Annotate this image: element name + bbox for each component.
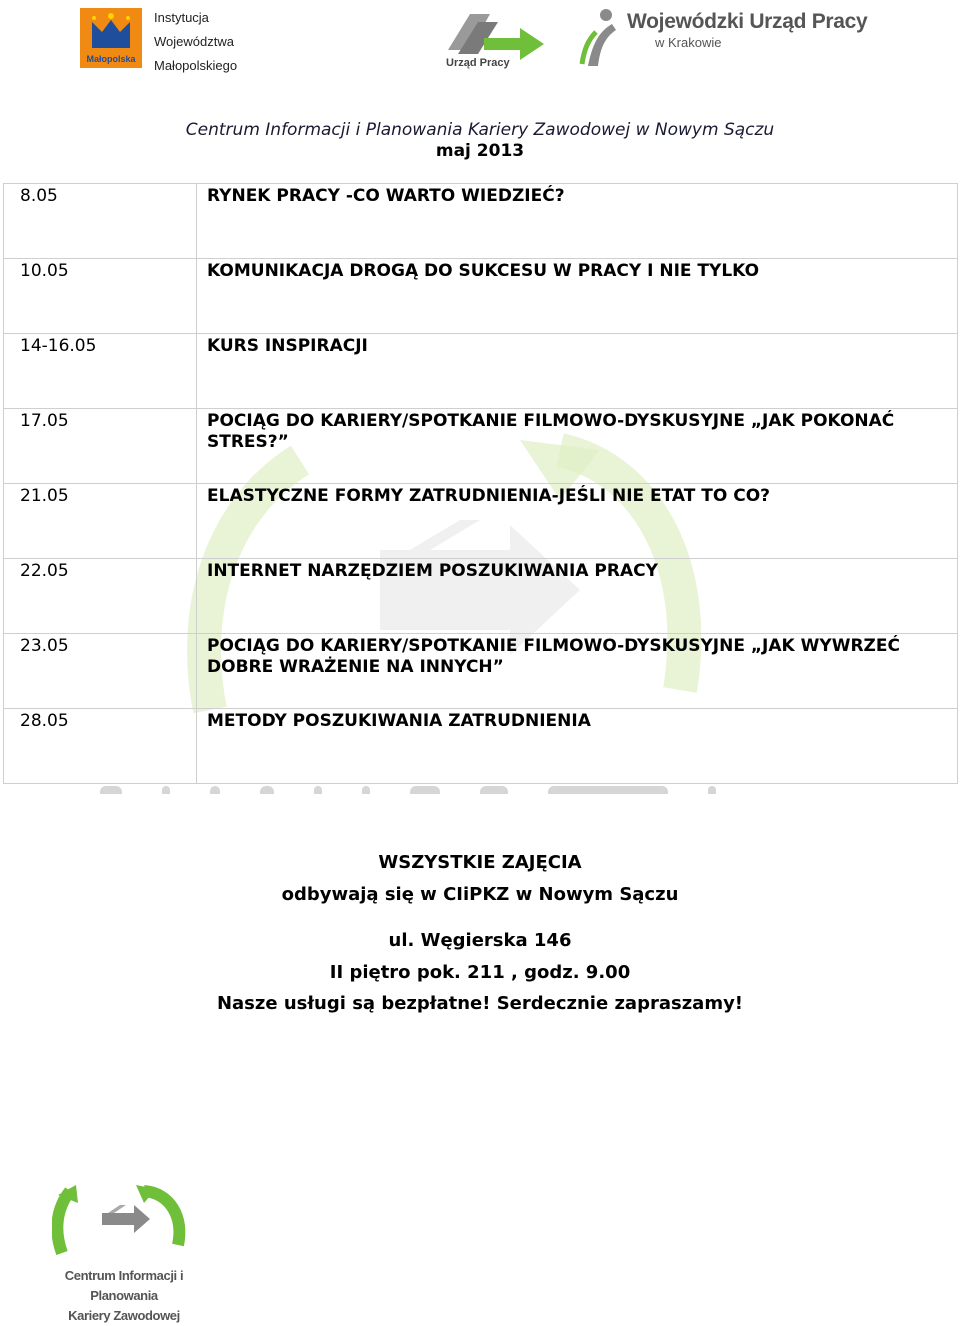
schedule-table <box>3 183 958 784</box>
wup-logo <box>578 6 624 68</box>
institution-line: Małopolskiego <box>154 58 238 73</box>
malopolska-logo-text: Małopolska <box>86 54 136 64</box>
institution-text <box>154 6 237 78</box>
page-month: maj 2013 <box>435 141 525 161</box>
event-title: KOMUNIKACJA DROGĄ DO SUKCESU W PRACY I NIE TYLKO <box>197 259 958 334</box>
table-row <box>4 259 958 334</box>
table-row <box>4 709 958 784</box>
footer-line: WSZYSTKIE ZAJĘCIA <box>378 852 582 873</box>
event-title: METODY POSZUKIWANIA ZATRUDNIENIA <box>197 709 958 784</box>
malopolska-logo <box>80 8 142 68</box>
event-title: POCIĄG DO KARIERY/SPOTKANIE FILMOWO-DYSKUSYJNE „JAK WYWRZEĆ DOBRE WRAŻENIE NA INNYCH” <box>197 634 958 709</box>
footer-slogan: Nasze usługi są bezpłatne! Serdecznie zapraszamy! <box>216 993 744 1014</box>
table-row <box>4 559 958 634</box>
event-date: 23.05 <box>4 634 197 709</box>
event-title: ELASTYCZNE FORMY ZATRUDNIENIA-JEŚLI NIE ETAT TO CO? <box>197 484 958 559</box>
event-title: KURS INSPIRACJI <box>197 334 958 409</box>
event-date: 14-16.05 <box>4 334 197 409</box>
event-date: 17.05 <box>4 409 197 484</box>
footer-room-time: II piętro pok. 211 , godz. 9.00 <box>329 962 631 983</box>
institution-line: Województwa <box>154 34 234 49</box>
event-date: 22.05 <box>4 559 197 634</box>
event-date: 10.05 <box>4 259 197 334</box>
table-row <box>4 334 958 409</box>
ciipkz-logo-line: Kariery Zawodowej <box>68 1308 180 1323</box>
ciipkz-logo-line: Centrum Informacji i Planowania <box>64 1268 184 1303</box>
ciipkz-logo <box>52 1185 192 1255</box>
event-date: 28.05 <box>4 709 197 784</box>
wup-title: Wojewódzki Urząd Pracy <box>627 10 868 33</box>
table-row <box>4 409 958 484</box>
institution-line: Instytucja <box>154 10 209 25</box>
wup-text <box>627 10 867 50</box>
event-title: POCIĄG DO KARIERY/SPOTKANIE FILMOWO-DYSKUSYJNE „JAK POKONAĆ STRES?” <box>197 409 958 484</box>
event-date: 21.05 <box>4 484 197 559</box>
footer-line: odbywają się w CIiPKZ w Nowym Sączu <box>281 884 679 905</box>
footer-address: ul. Węgierska 146 <box>388 930 572 951</box>
table-row <box>4 634 958 709</box>
event-date: 8.05 <box>4 184 197 259</box>
page-title: Centrum Informacji i Planowania Kariery Zawodowej w Nowym Sączu <box>185 120 775 140</box>
wup-subtitle: w Krakowie <box>655 35 722 50</box>
urzad-pracy-label: Urząd Pracy <box>446 57 510 69</box>
table-row <box>4 484 958 559</box>
event-title: INTERNET NARZĘDZIEM POSZUKIWANIA PRACY <box>197 559 958 634</box>
event-title: RYNEK PRACY -CO WARTO WIEDZIEĆ? <box>197 184 958 259</box>
table-row <box>4 184 958 259</box>
ciipkz-logo-text <box>36 1266 212 1326</box>
